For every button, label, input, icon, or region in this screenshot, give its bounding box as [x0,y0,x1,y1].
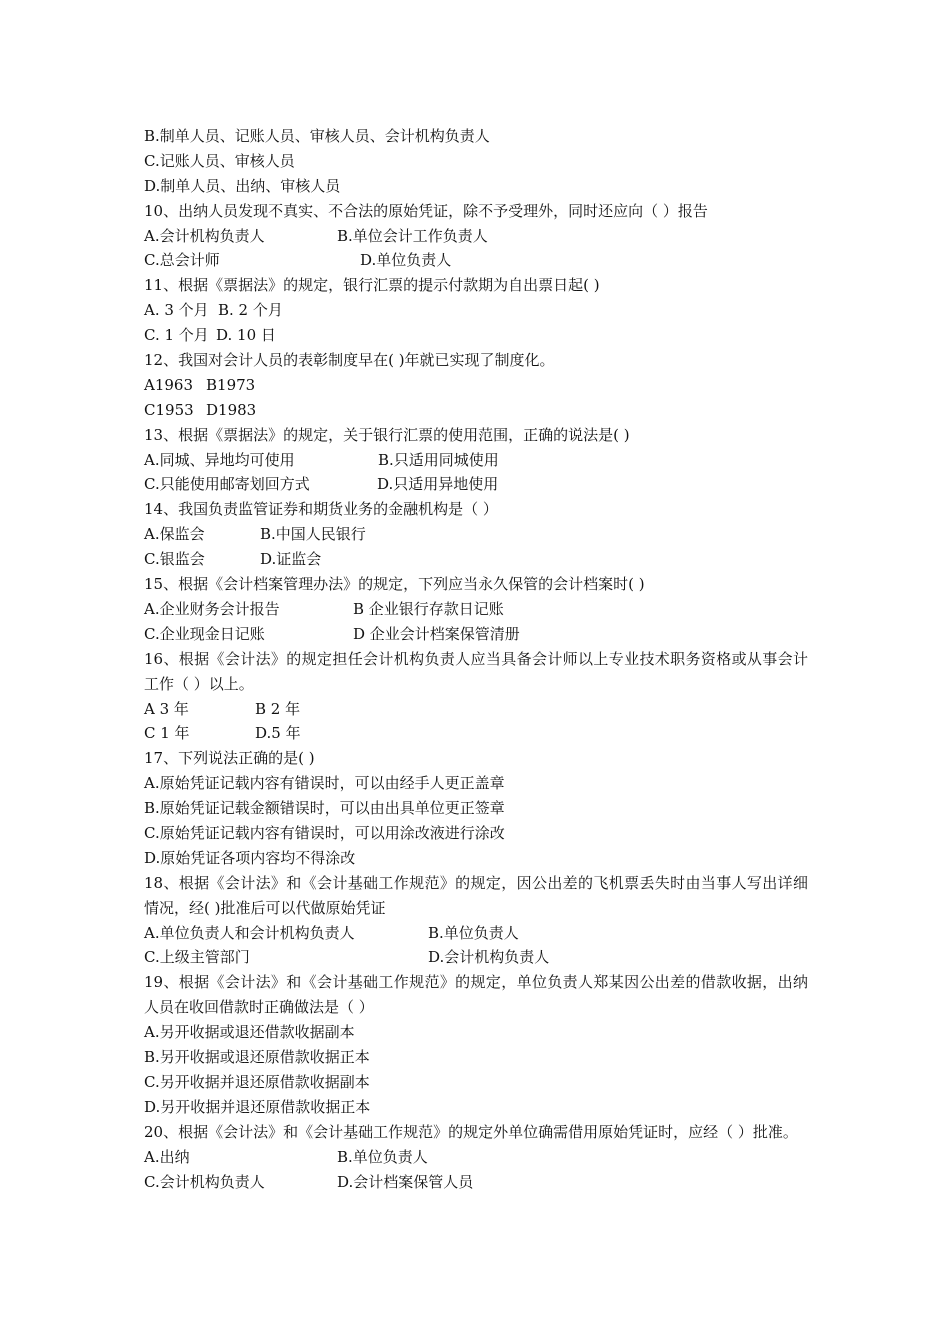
option-b: B 2 年 [255,699,301,718]
option-b: B.单位负责人 [428,923,519,942]
option-c: C.另开收据并退还原借款收据副本 [144,1072,370,1091]
question-20-stem: 20、根据《会计法》和《会计基础工作规范》的规定外单位确需借用原始凭证时，应经（ ）批准。 [144,1122,798,1141]
option-a: A. 3 个月 [144,301,209,320]
option-c: C.企业现金日记账 [144,624,265,643]
option-d: D.单位负责人 [360,251,452,270]
option-d: D.原始凭证各项内容均不得涂改 [144,848,356,867]
option-c: C.总会计师 [144,251,220,270]
question-14-options-row [144,522,824,547]
option-a: A.同城、异地均可使用 [144,450,295,469]
question-18-options-row [144,921,824,946]
question-12-stem: 12、我国对会计人员的表彰制度早在( )年就已实现了制度化。 [144,351,555,370]
option-a: A.企业财务会计报告 [144,599,280,618]
option-a: A.保监会 [144,525,205,544]
question-16-options-row [144,721,824,746]
option-d: D.5 年 [255,724,301,743]
option-b: B.只适用同城使用 [378,450,499,469]
option-a: A.会计机构负责人 [144,226,265,245]
option-c: C 1 年 [144,724,190,743]
question-list [144,124,824,1194]
option-b: B. 2 个月 [218,301,283,320]
option-d: D. 10 日 [216,326,276,345]
question-13-stem: 13、根据《票据法》的规定，关于银行汇票的使用范围，正确的说法是( ) [144,425,630,444]
question-11-stem: 11、根据《票据法》的规定，银行汇票的提示付款期为自出票日起( ) [144,276,600,295]
option-b: B 企业银行存款日记账 [353,599,504,618]
question-17-stem: 17、下列说法正确的是( ) [144,749,315,768]
option-b: B1973 [206,375,256,394]
option-c: C.记账人员、审核人员 [144,151,295,170]
option-d: D.只适用异地使用 [377,475,499,494]
option-a: A1963 [144,375,194,394]
option-a: A.原始凭证记载内容有错误时，可以由经手人更正盖章 [144,774,505,793]
option-c: C.会计机构负责人 [144,1172,265,1191]
question-19-stem: 19、根据《会计法》和《会计基础工作规范》的规定，单位负责人郑某因公出差的借款收据，出纳人员在收回借款时正确做法是（ ） [144,973,808,1017]
question-16-options-row [144,697,824,722]
option-b: B.单位会计工作负责人 [337,226,488,245]
option-a: A.出纳 [144,1147,190,1166]
question-10-stem: 10、出纳人员发现不真实、不合法的原始凭证，除不予受理外，同时还应向（ ）报告 [144,201,708,220]
question-12-options-row [144,373,824,398]
question-10-options-row [144,224,824,249]
option-c: C. 1 个月 [144,326,209,345]
option-d: D.会计档案保管人员 [337,1172,474,1191]
question-12-options-row [144,398,824,423]
option-b: B.中国人民银行 [260,525,366,544]
option-b: B.另开收据或退还原借款收据正本 [144,1048,370,1067]
option-a: A.另开收据或退还借款收据副本 [144,1023,355,1042]
option-c: C.只能使用邮寄划回方式 [144,475,310,494]
option-d: D1983 [206,400,257,419]
option-b: B.制单人员、记账人员、审核人员、会计机构负责人 [144,127,490,145]
option-d: D.证监会 [260,550,322,569]
option-d: D 企业会计档案保管清册 [353,624,520,643]
question-15-stem: 15、根据《会计档案管理办法》的规定，下列应当永久保管的会计档案时( ) [144,575,645,594]
question-15-options-row [144,622,824,647]
option-a: A 3 年 [144,699,189,718]
option-b: B.单位负责人 [337,1147,428,1166]
question-18-options-row [144,945,824,970]
question-10-options-row [144,248,824,273]
option-d: D.制单人员、出纳、审核人员 [144,176,341,195]
option-d: D.会计机构负责人 [428,948,550,967]
question-14-options-row [144,547,824,572]
option-c: C1953 [144,400,194,419]
question-15-options-row [144,597,824,622]
option-d: D.另开收据并退还原借款收据正本 [144,1097,371,1116]
option-c: C.原始凭证记载内容有错误时，可以用涂改液进行涂改 [144,823,505,842]
question-20-options-row [144,1145,824,1170]
question-20-options-row [144,1170,824,1195]
question-13-options-row [144,472,824,497]
question-11-options-row [144,298,824,323]
option-c: C.银监会 [144,550,205,569]
question-14-stem: 14、我国负责监管证券和期货业务的金融机构是（ ） [144,500,498,519]
question-13-options-row [144,448,824,473]
option-a: A.单位负责人和会计机构负责人 [144,923,355,942]
question-18-stem: 18、根据《会计法》和《会计基础工作规范》的规定，因公出差的飞机票丢失时由当事人写出详细情况，经( )批准后可以代做原始凭证 [144,873,808,917]
question-11-options-row [144,323,824,348]
option-c: C.上级主管部门 [144,948,250,967]
question-16-stem: 16、根据《会计法》的规定担任会计机构负责人应当具备会计师以上专业技术职务资格或从事会计工作（ ）以上。 [144,649,808,693]
option-b: B.原始凭证记载金额错误时，可以由出具单位更正签章 [144,799,505,818]
